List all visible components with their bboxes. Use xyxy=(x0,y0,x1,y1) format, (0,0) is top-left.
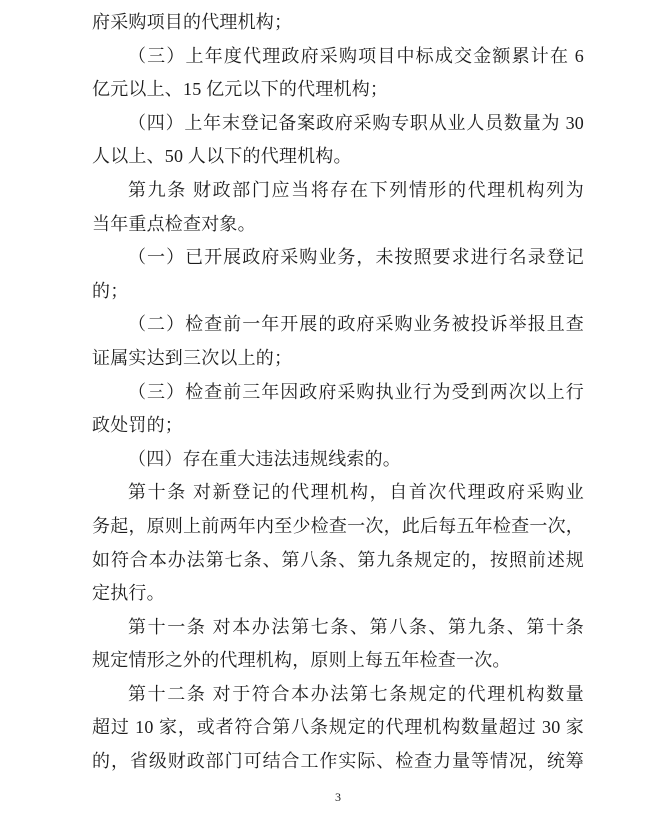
document-line: （二）检查前一年开展的政府采购业务被投诉举报且查 xyxy=(128,314,584,335)
document-line: 第十二条 对于符合本办法第七条规定的代理机构数量 xyxy=(128,683,584,704)
document-line: 政处罚的； xyxy=(92,415,183,436)
document-line: 的，省级财政部门可结合工作实际、检查力量等情况，统筹 xyxy=(92,751,584,772)
document-line: 如符合本办法第七条、第八条、第九条规定的，按照前述规 xyxy=(92,549,584,570)
document-line: （四）上年末登记备案政府采购专职从业人员数量为 30 xyxy=(128,112,584,133)
document-line: 证属实达到三次以上的； xyxy=(92,347,293,368)
document-line: 定执行。 xyxy=(92,583,165,604)
document-body xyxy=(92,6,584,779)
document-line: 规定情形之外的代理机构，原则上每五年检查一次。 xyxy=(92,650,511,671)
document-line: 第十一条 对本办法第七条、第八条、第九条、第十条 xyxy=(128,616,584,637)
document-line: 第十条 对新登记的代理机构，自首次代理政府采购业 xyxy=(128,482,584,503)
document-line: （三）检查前三年因政府采购执业行为受到两次以上行 xyxy=(128,381,584,402)
document-line: （四）存在重大违法违规线索的。 xyxy=(128,448,401,469)
document-line: 亿元以上、15 亿元以下的代理机构； xyxy=(92,79,389,100)
document-line: 超过 10 家，或者符合第八条规定的代理机构数量超过 30 家 xyxy=(92,717,584,738)
document-line: 当年重点检查对象。 xyxy=(92,213,256,234)
document-line: （三）上年度代理政府采购项目中标成交金额累计在 6 xyxy=(128,45,584,66)
document-line: （一）已开展政府采购业务，未按照要求进行名录登记 xyxy=(128,247,584,268)
document-line: 府采购项目的代理机构； xyxy=(92,12,293,32)
document-line: 人以上、50 人以下的代理机构。 xyxy=(92,146,352,167)
document-line: 第九条 财政部门应当将存在下列情形的代理机构列为 xyxy=(128,179,584,200)
document-line: 务起，原则上前两年内至少检查一次，此后每五年检查一次， xyxy=(92,515,584,536)
document-line: 的； xyxy=(92,280,129,301)
page-number: 3 xyxy=(335,790,341,804)
